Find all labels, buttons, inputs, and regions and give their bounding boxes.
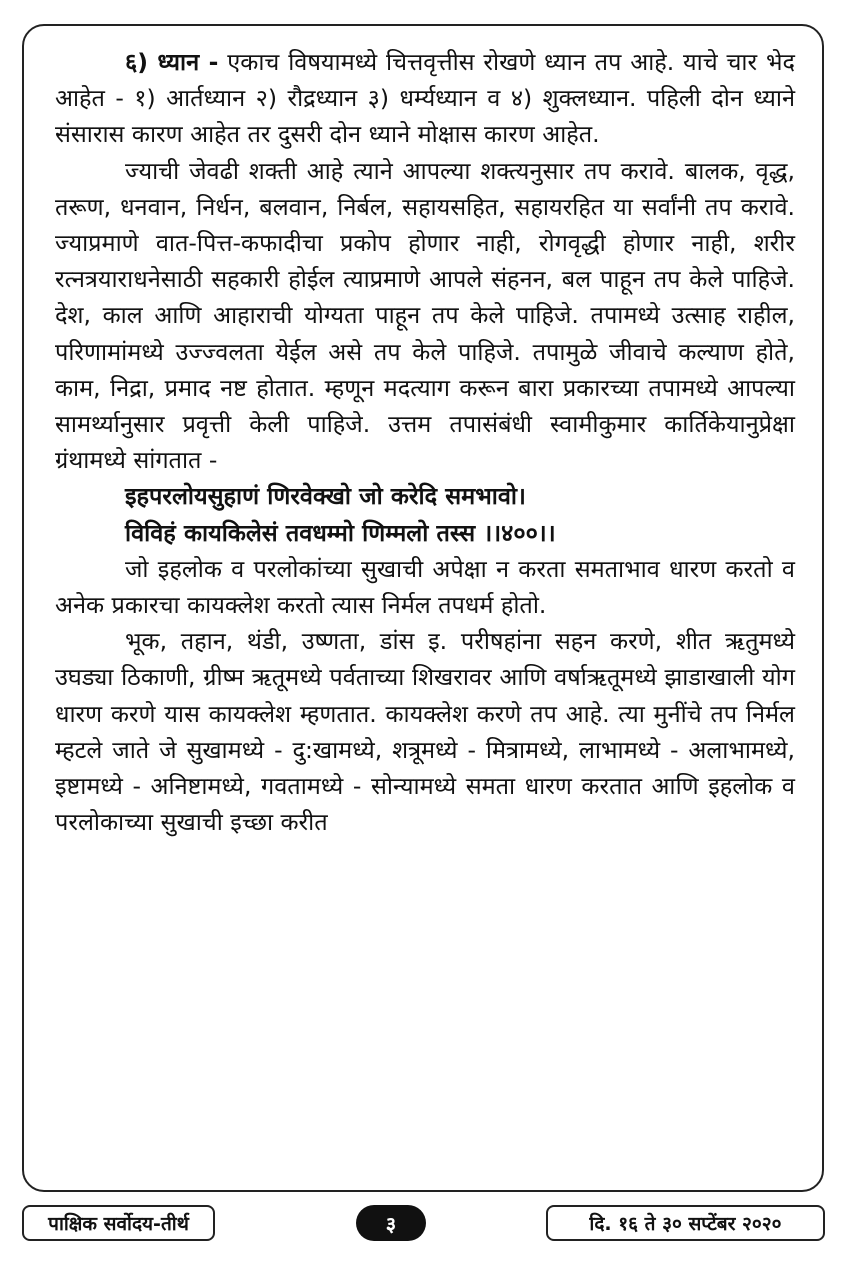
paragraph-text: एकाच विषयामध्ये चित्तवृत्तीस रोखणे ध्यान तप आहे. याचे चार भेद आहेत - १) आर्तध्यान २) रौद्रध्यान ३) धर्म्यध्यान व ४) शुक्लध्यान. पहिली दोन ध्याने संसारास कारण आहेत तर दुसरी दोन ध्याने मोक्षास कारण आहेत. <box>55 48 795 149</box>
paragraph-shakti: ज्याची जेवढी शक्ती आहे त्याने आपल्या शक्त्यनुसार तप करावे. बालक, वृद्ध, तरूण, धनवान, निर्धन, बलवान, निर्बल, सहायसहित, सहायरहित या सर्वांनी तप करावे. ज्याप्रमाणे वात-पित्त-कफादीचा प्रकोप होणार नाही, रोगवृद्धी होणार नाही, शरीर रत्नत्रयाराधनेसाठी सहकारी होईल त्याप्रमाणे आपले संहनन, बल पाहून तप केले पाहिजे. देश, काल आणि आहाराची योग्यता पाहून तप केले पाहिजे. तपामध्ये उत्साह राहील, परिणामांमध्ये उज्ज्वलता येईल असे तप केले पाहिजे. तपामुळे जीवाचे कल्याण होते, काम, निद्रा, प्रमाद नष्ट होतात. म्हणून मदत्याग करून बारा प्रकारच्या तपामध्ये आपल्या सामर्थ्यानुसार प्रवृत्ती केली पाहिजे. उत्तम तपासंबंधी स्वामीकुमार कार्तिकेयानुप्रेक्षा ग्रंथामध्ये सांगतात - <box>55 156 795 475</box>
footer-page-number: ३ <box>356 1205 426 1241</box>
paragraph-dhyan <box>55 44 795 153</box>
verse-line-2: विविहं कायकिलेसं तवधम्मो णिम्मलो तस्स ।।४००।। <box>125 518 556 547</box>
footer-publication: पाक्षिक सर्वोदय-तीर्थ <box>22 1205 215 1241</box>
paragraph-verse-meaning: जो इहलोक व परलोकांच्या सुखाची अपेक्षा न करता समताभाव धारण करतो व अनेक प्रकारचा कायक्लेश करतो त्यास निर्मल तपधर्म होतो. <box>55 554 795 620</box>
footer-date: दि. १६ ते ३० सप्टेंबर २०२० <box>546 1205 825 1241</box>
verse-line-1: इहपरलोयसुहाणं णिरवेक्खो जो करेदि समभावो। <box>125 482 526 511</box>
section-heading: ६) ध्यान - <box>125 48 219 76</box>
article-body <box>55 44 795 840</box>
paragraph-kayaklesh: भूक, तहान, थंडी, उष्णता, डांस इ. परीषहांना सहन करणे, शीत ऋतुमध्ये उघड्या ठिकाणी, ग्रीष्म ऋतूमध्ये पर्वताच्या शिखरावर आणि वर्षाऋतूमध्ये झाडाखाली योग धारण करणे यास कायक्लेश म्हणतात. कायक्लेश करणे तप आहे. त्या मुनींचे तप निर्मल म्हटले जाते जे सुखामध्ये - दु:खामध्ये, शत्रूमध्ये - मित्रामध्ये, लाभामध्ये - अलाभामध्ये, इष्टामध्ये - अनिष्टामध्ये, गवतामध्ये - सोन्यामध्ये समता धारण करतात आणि इहलोक व परलोकाच्या सुखाची इच्छा करीत <box>55 627 795 837</box>
